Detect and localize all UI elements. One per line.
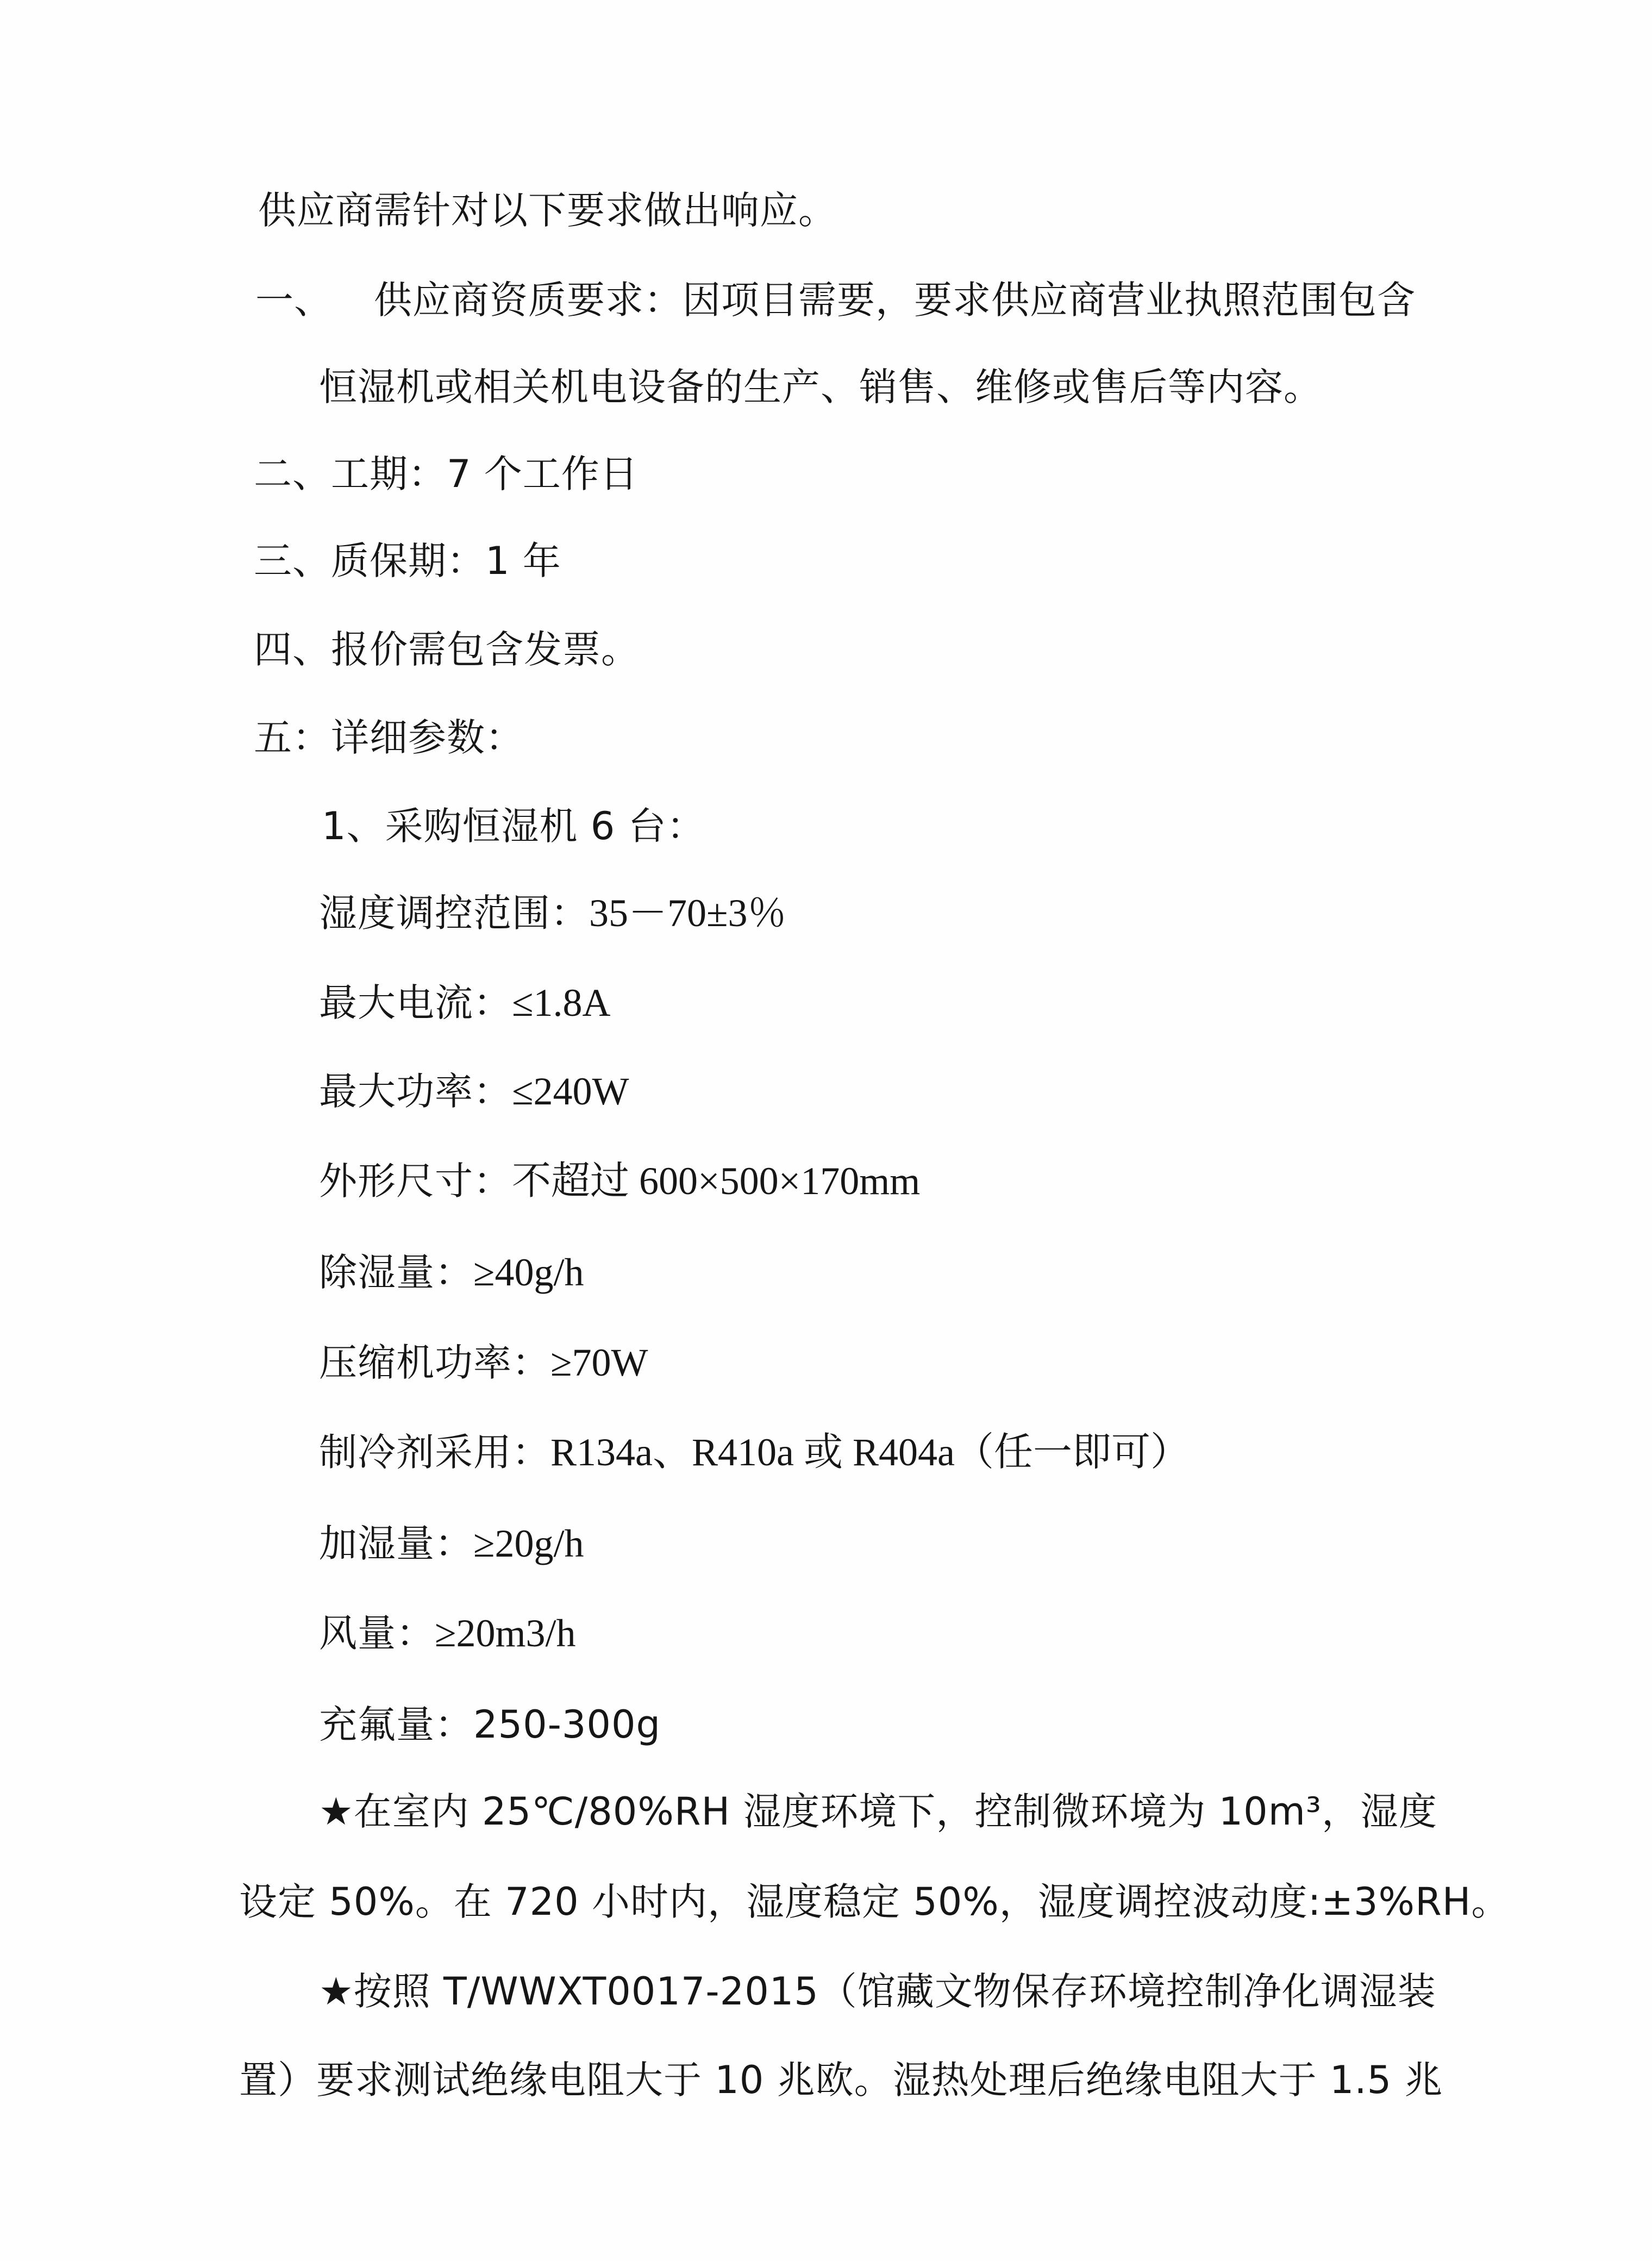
section-1-marker: 一、 bbox=[255, 278, 333, 322]
param-row-airflow bbox=[319, 1612, 576, 1655]
param-row-max-current bbox=[319, 981, 611, 1025]
param-label: 制冷剂采用： bbox=[319, 1430, 550, 1475]
section-4-invoice: 四、报价需包含发票。 bbox=[254, 627, 640, 672]
param-label: 加湿量： bbox=[319, 1521, 473, 1566]
item-1-title: 1、采购恒湿机 6 台： bbox=[322, 804, 705, 848]
param-value: 不超过 600×500×170mm bbox=[512, 1159, 921, 1203]
requirement-2-line-2: 置）要求测试绝缘电阻大于 10 兆欧。湿热处理后绝缘电阻大于 1.5 兆 bbox=[239, 2058, 1443, 2102]
param-row-refrigerant bbox=[319, 1431, 1190, 1474]
requirement-2-line-1: ★按照 T/WWXT0017-2015（馆藏文物保存环境控制净化调湿装 bbox=[319, 1969, 1436, 2014]
section-1-qualification-continuation: 恒湿机或相关机电设备的生产、销售、维修或售后等内容。 bbox=[319, 365, 1322, 409]
param-label: 最大功率： bbox=[319, 1069, 512, 1114]
param-row-humidification bbox=[319, 1522, 584, 1565]
param-row-max-power bbox=[319, 1070, 629, 1113]
param-label: 外形尺寸： bbox=[319, 1159, 512, 1203]
param-label: 湿度调控范围： bbox=[319, 891, 589, 935]
param-value: ≤1.8A bbox=[512, 981, 611, 1025]
param-value: ≥20m3/h bbox=[435, 1612, 576, 1655]
param-value: ≥40g/h bbox=[473, 1251, 584, 1294]
param-row-refrigerant-charge bbox=[319, 1703, 661, 1746]
param-value: 250-300g bbox=[473, 1702, 661, 1747]
param-label: 充氟量： bbox=[319, 1702, 473, 1747]
param-row-dehumidification bbox=[319, 1251, 584, 1294]
requirement-1-line-2: 设定 50%。在 720 小时内，湿度稳定 50%，湿度调控波动度:±3%RH。 bbox=[239, 1879, 1510, 1924]
section-5-heading: 五：详细参数： bbox=[254, 715, 524, 760]
param-value: ≥70W bbox=[550, 1341, 648, 1384]
param-label: 除湿量： bbox=[319, 1250, 473, 1295]
section-1-qualification-text: 供应商资质要求：因项目需要，要求供应商营业执照范围包含 bbox=[374, 278, 1416, 322]
requirement-1-line-1: ★在室内 25℃/80%RH 湿度环境下，控制微环境为 10m³，湿度 bbox=[319, 1789, 1437, 1834]
section-3-warranty: 三、质保期：1 年 bbox=[254, 539, 561, 583]
param-label: 压缩机功率： bbox=[319, 1340, 550, 1385]
param-label: 风量： bbox=[319, 1611, 435, 1656]
section-2-schedule: 二、工期：7 个工作日 bbox=[254, 452, 639, 496]
param-value: ≤240W bbox=[512, 1070, 629, 1113]
param-label: 最大电流： bbox=[319, 980, 512, 1025]
param-value: R134a、R410a 或 R404a（任一即可） bbox=[550, 1431, 1190, 1474]
param-value: 35－70±3％ bbox=[589, 891, 787, 935]
param-row-humidity-range bbox=[319, 891, 787, 935]
param-value: ≥20g/h bbox=[473, 1522, 584, 1565]
param-row-compressor-power bbox=[319, 1341, 648, 1384]
param-row-dimensions bbox=[319, 1159, 920, 1203]
intro-text: 供应商需针对以下要求做出响应。 bbox=[258, 188, 837, 233]
